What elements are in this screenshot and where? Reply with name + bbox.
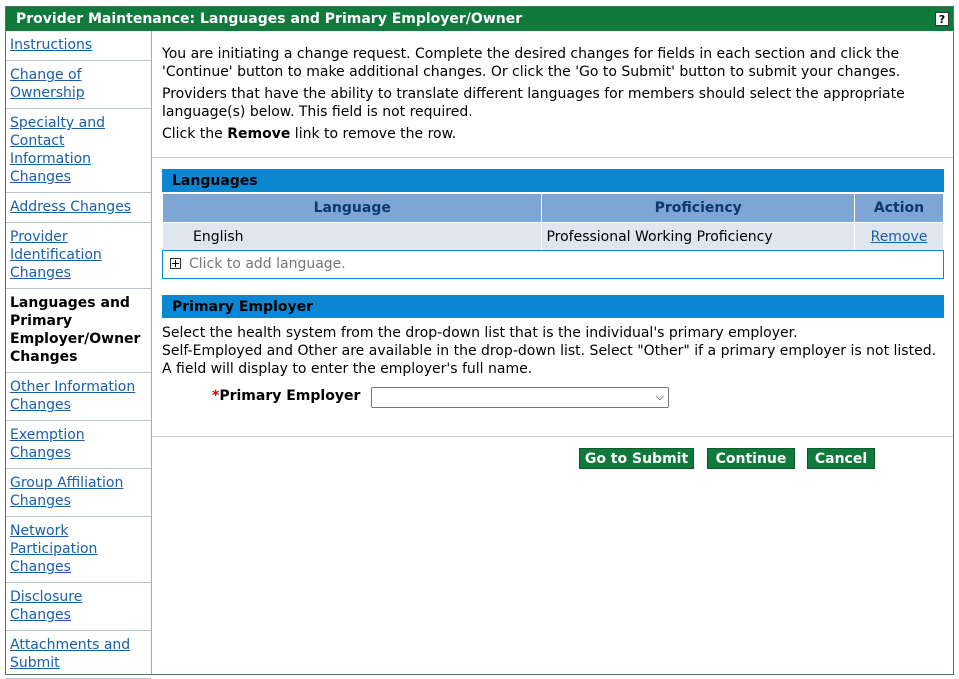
primary-employer-heading: Primary Employer xyxy=(162,295,944,318)
intro-line-3 xyxy=(162,125,943,143)
sidebar-nav xyxy=(6,31,152,674)
sidebar-item-other-information xyxy=(6,373,151,421)
cancel-button[interactable]: Cancel xyxy=(807,448,875,469)
continue-button[interactable]: Continue xyxy=(707,448,795,469)
table-row xyxy=(163,223,944,251)
sidebar-item-network-participation xyxy=(6,517,151,583)
remove-link[interactable]: Remove xyxy=(870,228,928,245)
column-header-action: Action xyxy=(855,194,944,223)
intro-line-1: You are initiating a change request. Complete the desired changes for fields in each section and click the 'Continue' button to make additional changes. Or click the 'Go to Submit' button to submit your changes. xyxy=(162,46,901,80)
languages-table xyxy=(162,193,944,251)
go-to-submit-button[interactable]: Go to Submit xyxy=(579,448,694,469)
sidebar-link-network-participation[interactable]: Network Participation Changes xyxy=(10,523,98,575)
sidebar-item-instructions xyxy=(6,31,151,61)
sidebar-link-instructions[interactable]: Instructions xyxy=(10,37,93,53)
sidebar-link-change-of-ownership[interactable]: Change of Ownership xyxy=(10,67,85,101)
sidebar-link-group-affiliation[interactable]: Group Affiliation Changes xyxy=(10,475,124,509)
required-asterisk: * xyxy=(212,388,220,404)
sidebar-link-specialty-contact[interactable]: Specialty and Contact Information Changes xyxy=(10,115,106,185)
employer-instructions-line-2: Self-Employed and Other are available in the drop-down list. Select "Other" if a primary employer is not listed. A field will display to enter the employer's full name. xyxy=(162,343,937,377)
sidebar-item-attachments-submit xyxy=(6,631,151,679)
intro-line-2: Providers that have the ability to translate different languages for members should select the appropriate language(s) below. This field is not required. xyxy=(162,86,905,120)
sidebar-item-change-of-ownership xyxy=(6,61,151,109)
proficiency-cell: Professional Working Proficiency xyxy=(542,223,855,251)
main-content xyxy=(152,31,953,674)
sidebar-link-disclosure[interactable]: Disclosure Changes xyxy=(10,589,83,623)
column-header-language: Language xyxy=(163,194,542,223)
employer-instructions-line-1: Select the health system from the drop-down list that is the individual's primary employer. xyxy=(162,325,798,341)
sidebar-item-languages-current: Languages and Primary Employer/Owner Changes xyxy=(6,289,151,373)
add-language-label[interactable]: Click to add language. xyxy=(189,256,346,272)
add-language-row[interactable] xyxy=(162,250,944,279)
help-icon[interactable]: ? xyxy=(935,12,949,26)
column-header-proficiency: Proficiency xyxy=(542,194,855,223)
section-divider xyxy=(152,157,953,158)
window-title: Provider Maintenance: Languages and Primary Employer/Owner xyxy=(16,11,523,27)
chevron-down-icon: ⌵ xyxy=(655,390,664,403)
sidebar-item-group-affiliation xyxy=(6,469,151,517)
action-cell xyxy=(855,223,944,251)
footer-divider xyxy=(152,436,953,437)
sidebar-item-provider-identification xyxy=(6,223,151,289)
sidebar-item-exemption xyxy=(6,421,151,469)
intro-line-3-bold: Remove xyxy=(227,126,291,142)
primary-employer-label-text: Primary Employer xyxy=(219,388,361,404)
primary-employer-select[interactable] xyxy=(371,387,669,408)
intro-text xyxy=(152,31,953,143)
language-cell: English xyxy=(163,223,542,251)
sidebar-link-exemption[interactable]: Exemption Changes xyxy=(10,427,85,461)
sidebar-item-specialty-contact xyxy=(6,109,151,193)
intro-line-3-suffix: link to remove the row. xyxy=(290,126,457,142)
sidebar-item-address xyxy=(6,193,151,223)
sidebar-link-other-information[interactable]: Other Information Changes xyxy=(10,379,136,413)
employer-instructions xyxy=(162,324,947,378)
primary-employer-label xyxy=(212,388,360,404)
window-titlebar xyxy=(6,7,953,31)
sidebar-link-address[interactable]: Address Changes xyxy=(10,199,132,215)
window-frame xyxy=(5,6,954,675)
sidebar-link-provider-identification[interactable]: Provider Identification Changes xyxy=(10,229,102,281)
languages-heading: Languages xyxy=(162,169,944,192)
intro-line-3-prefix: Click the xyxy=(162,126,228,142)
sidebar-item-disclosure xyxy=(6,583,151,631)
sidebar-link-attachments-submit[interactable]: Attachments and Submit xyxy=(10,637,131,671)
languages-header-row xyxy=(163,194,944,223)
expand-plus-icon[interactable] xyxy=(170,258,181,269)
